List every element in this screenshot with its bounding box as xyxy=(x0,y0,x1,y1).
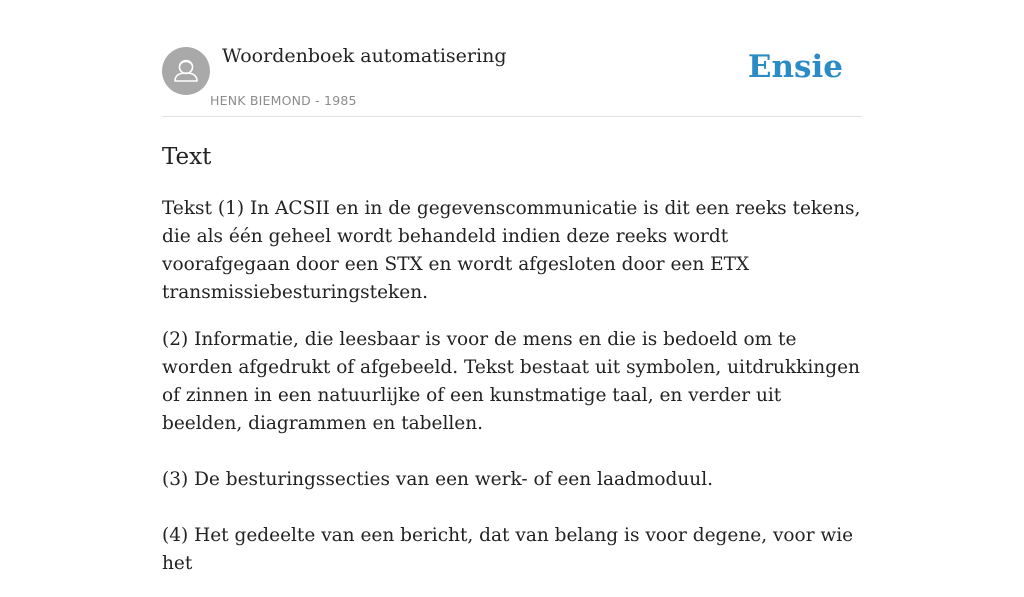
definition-paragraph-3: (3) De besturingssecties van een werk- of een laadmoduul. xyxy=(162,469,714,490)
header xyxy=(162,0,862,117)
site-logo[interactable]: Ensie xyxy=(747,49,843,85)
definition-paragraph-4: (4) Het gedeelte van een bericht, dat van belang is voor degene, voor wie het xyxy=(162,525,854,574)
definition-paragraph-2: (2) Informatie, die leesbaar is voor de mens en die is bedoeld om te worden afgedrukt of afgebeeld. Tekst bestaat uit symbolen, uitdrukkingen of zinnen in een natuurlijke of een kunstmatige taal, en verder uit beelden, diagrammen en tabellen. xyxy=(162,329,860,434)
entry-title: Text xyxy=(162,144,212,170)
book-title[interactable]: Woordenboek automatisering xyxy=(222,45,507,67)
page xyxy=(162,0,862,597)
user-silhouette-icon xyxy=(162,47,210,95)
author-avatar[interactable] xyxy=(162,47,210,95)
entry-body xyxy=(162,195,862,578)
definition-paragraph-1: Tekst (1) In ACSII en in de gegevenscommunicatie is dit een reeks tekens, die als één geheel wordt behandeld indien deze reeks wordt voorafgegaan door een STX en wordt afgesloten door een ETX transmissiebesturingsteken. xyxy=(162,198,861,303)
author-year-meta: HENK BIEMOND - 1985 xyxy=(210,93,357,108)
